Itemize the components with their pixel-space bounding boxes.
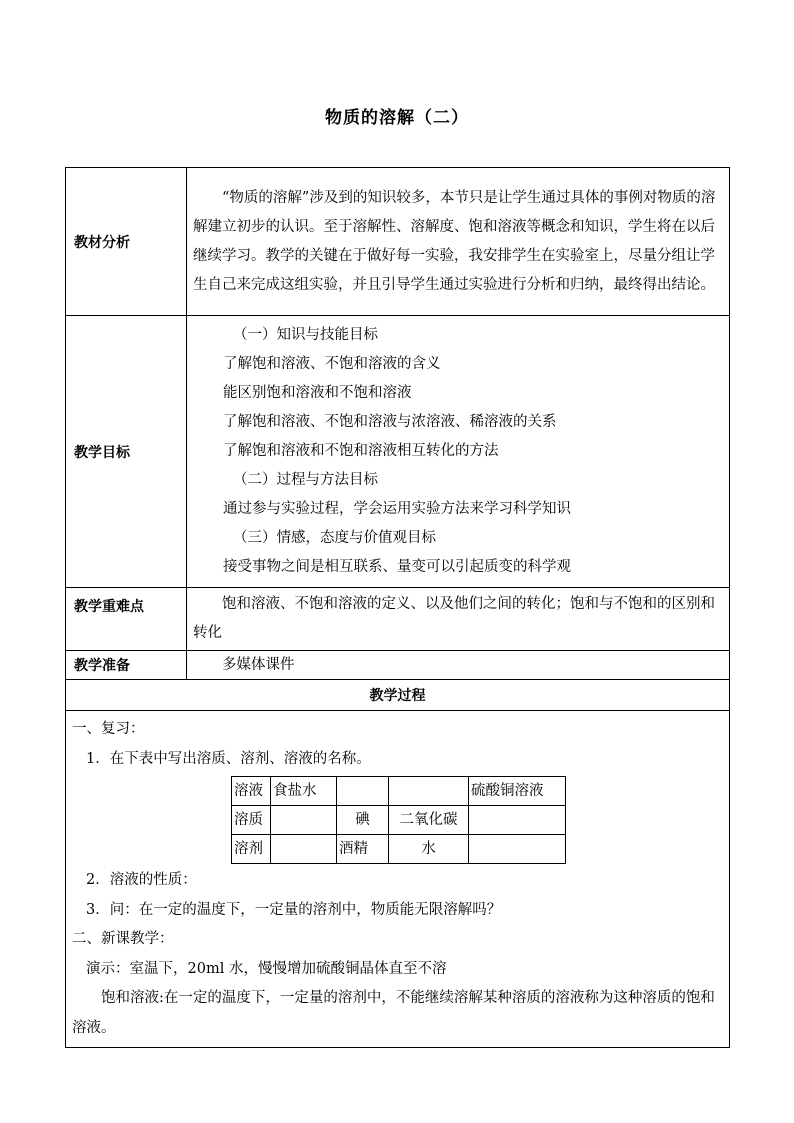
review-heading: 一、复习：	[72, 721, 145, 737]
table-cell	[389, 777, 469, 806]
analysis-content	[187, 168, 730, 316]
goal-line: 了解饱和溶液和不饱和溶液相互转化的方法	[223, 443, 499, 459]
table-cell	[469, 806, 566, 835]
goals-content	[187, 316, 730, 588]
table-cell: 酒精	[337, 835, 389, 864]
key-points-row	[66, 588, 730, 651]
preparation-text: 多媒体课件	[222, 657, 295, 673]
key-points-label: 教学重难点	[66, 588, 187, 651]
process-row	[66, 711, 730, 1048]
preparation-row	[66, 651, 730, 680]
goal-line: 了解饱和溶液、不饱和溶液与浓溶液、稀溶液的关系	[223, 414, 557, 430]
key-points-content	[187, 588, 730, 651]
analysis-row	[66, 168, 730, 316]
goal-line: （二）过程与方法目标	[233, 472, 378, 488]
goal-line: 了解饱和溶液、不饱和溶液的含义	[223, 356, 441, 372]
table-cell: 硫酸铜溶液	[469, 777, 566, 806]
lesson-plan-table	[65, 167, 730, 1048]
table-cell	[337, 777, 389, 806]
table-cell	[271, 835, 337, 864]
table-cell: 溶剂	[232, 835, 271, 864]
solution-table-row	[232, 777, 566, 806]
goal-line: （三）情感，态度与价值观目标	[233, 530, 436, 546]
table-cell	[469, 835, 566, 864]
table-cell	[271, 806, 337, 835]
table-cell: 碘	[337, 806, 389, 835]
process-title-row	[66, 680, 730, 711]
solution-table-row	[232, 835, 566, 864]
definition-text: 饱和溶液:在一定的温度下，一定量的溶剂中，不能继续溶解某种溶质的溶液称为这种溶质的饱和溶液。	[72, 990, 715, 1036]
review-item-1: 1．在下表中写出溶质、溶剂、溶液的名称。	[86, 750, 371, 767]
review-item-2: 2．溶液的性质：	[86, 872, 197, 888]
table-cell: 溶液	[232, 777, 271, 806]
preparation-label: 教学准备	[66, 651, 187, 680]
goal-line: 通过参与实验过程，学会运用实验方法来学习科学知识	[223, 501, 571, 517]
goals-label: 教学目标	[66, 316, 187, 588]
table-cell: 溶质	[232, 806, 271, 835]
goal-line: 接受事物之间是相互联系、量变可以引起质变的科学观	[223, 559, 571, 575]
process-content	[66, 711, 730, 1048]
goals-row	[66, 316, 730, 588]
goal-line: 能区别饱和溶液和不饱和溶液	[223, 385, 412, 401]
solution-table-row	[232, 806, 566, 835]
goal-line: （一）知识与技能目标	[233, 327, 378, 343]
table-cell: 二氧化碳	[389, 806, 469, 835]
demo-text: 演示：室温下，20ml 水，慢慢增加硫酸铜晶体直至不溶	[86, 960, 447, 977]
solution-table	[231, 776, 566, 864]
review-item-3: 3．问：在一定的温度下，一定量的溶剂中，物质能无限溶解吗？	[86, 901, 502, 918]
analysis-text: “物质的溶解”涉及到的知识较多，本节只是让学生通过具体的事例对物质的溶解建立初步的认识。至于溶解性、溶解度、饱和溶液等概念和知识，学生将在以后继续学习。教学的关键在于做好每一实验，我安排学生在实验室上，尽量分组让学生自己来完成这组实验，并且引导学生通过实验进行分析和归纳，最终得出结论。	[193, 189, 716, 293]
preparation-content	[187, 651, 730, 680]
analysis-label: 教材分析	[66, 168, 187, 316]
table-cell: 食盐水	[271, 777, 337, 806]
table-cell: 水	[389, 835, 469, 864]
process-title: 教学过程	[66, 680, 730, 711]
page-title: 物质的溶解（二）	[325, 108, 469, 128]
new-lesson-heading: 二、新课教学：	[72, 931, 174, 947]
key-points-text: 饱和溶液、不饱和溶液的定义、以及他们之间的转化；饱和与不饱和的区别和转化	[193, 596, 715, 641]
